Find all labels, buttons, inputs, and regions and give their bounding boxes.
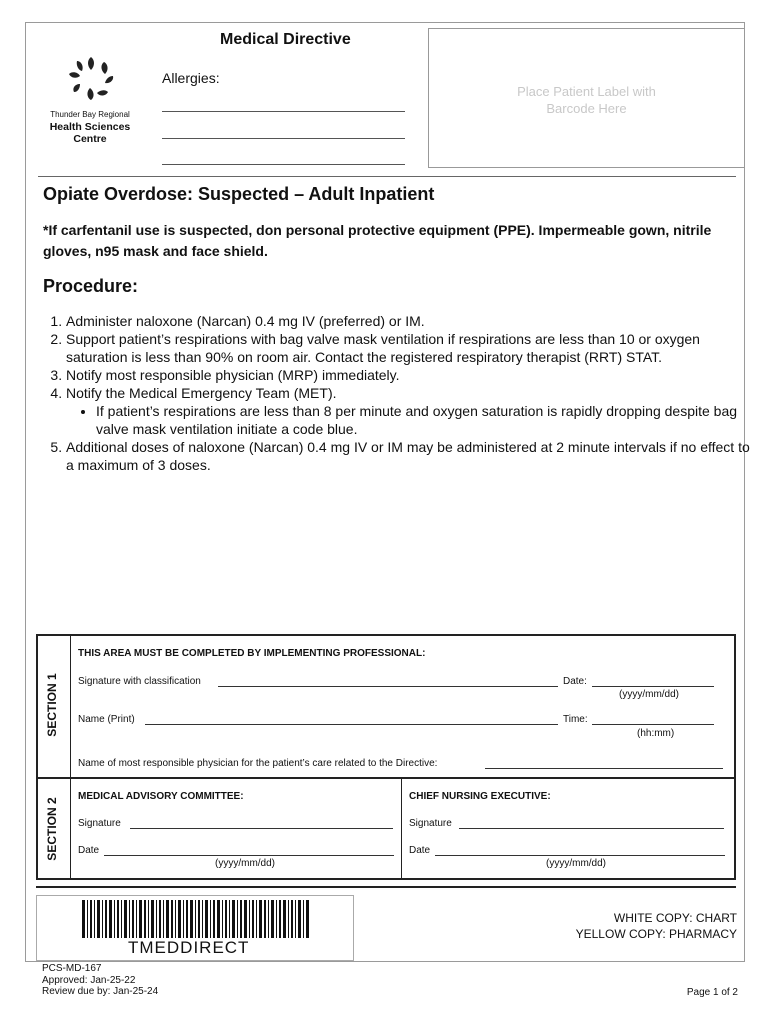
date-field[interactable] [592, 677, 714, 687]
section2-column-divider [401, 777, 402, 880]
cne-signature-field[interactable] [459, 819, 724, 829]
approved-date: Approved: Jan-25-22 [42, 975, 136, 986]
cne-heading: CHIEF NURSING EXECUTIVE: [409, 791, 551, 802]
org-name [40, 109, 140, 145]
patient-label-placeholder-2: Barcode Here [546, 101, 627, 116]
barcode-icon [82, 900, 312, 938]
section-divider [36, 777, 736, 779]
org-name-line3: Centre [73, 133, 107, 145]
completion-sections [36, 634, 736, 880]
white-copy-note: WHITE COPY: CHART [613, 911, 737, 925]
mac-heading: MEDICAL ADVISORY COMMITTEE: [78, 791, 244, 802]
time-field[interactable] [592, 715, 714, 725]
mac-signature-label: Signature [78, 818, 121, 829]
yellow-copy-note: YELLOW COPY: PHARMACY [575, 927, 737, 941]
name-print-field[interactable] [145, 715, 558, 725]
org-name-line1: Thunder Bay Regional [50, 110, 130, 119]
document-heading: Opiate Overdose: Suspected – Adult Inpatient [43, 184, 435, 204]
signature-classification-label: Signature with classification [78, 676, 201, 687]
patient-label-area [428, 28, 745, 168]
footer-divider [36, 886, 736, 888]
list-item: 2. Support patient’s respirations with bag valve mask ventilation if respirations are less than 10 or oxygen saturation is less than 90% on room air. Contact the registered respiratory therapist (RRT) STAT. [66, 330, 756, 366]
date-label: Date: [563, 676, 587, 687]
list-item: 3. Notify most responsible physician (MRP) immediately. [66, 366, 756, 384]
cne-signature-label: Signature [409, 818, 452, 829]
date-format-hint: (yyyy/mm/dd) [619, 689, 679, 700]
allergies-line-3[interactable] [162, 164, 405, 165]
cne-date-field[interactable] [435, 846, 725, 856]
barcode-text: TMEDDIRECT [128, 938, 250, 957]
allergies-line-1[interactable] [162, 111, 405, 112]
section1-label: SECTION 1 [45, 673, 59, 737]
list-item: 5. Additional doses of naloxone (Narcan) 0.4 mg IV or IM may be administered at 2 minute intervals if no effect to a maximum of 3 doses. [66, 438, 756, 474]
patient-label-placeholder-1: Place Patient Label with [517, 84, 656, 99]
ppe-warning: *If carfentanil use is suspected, don personal protective equipment (PPE). Impermeable gown, nitrile gloves, n95 mask and face shield. [43, 222, 712, 259]
form-title: Medical Directive [220, 31, 351, 48]
list-item: 1. Administer naloxone (Narcan) 0.4 mg IV (preferred) or IM. [66, 312, 756, 330]
procedure-steps [43, 312, 756, 474]
mac-date-field[interactable] [104, 846, 394, 856]
cne-date-label: Date [409, 845, 431, 856]
step-4-text: Notify the Medical Emergency Team (MET). [66, 385, 337, 401]
list-item [66, 384, 756, 438]
time-format-hint: (hh:mm) [637, 728, 675, 739]
org-name-line2: Health Sciences [49, 121, 131, 133]
section-label-divider [70, 634, 71, 880]
mrp-label: Name of most responsible physician for the patient’s care related to the Directive: [78, 758, 438, 769]
header-divider [38, 176, 736, 177]
step-4-bullet: • If patient’s respirations are less than 8 per minute and oxygen saturation is rapidly dropping despite bag valve mask ventilation initiate a code blue. [96, 402, 756, 438]
name-print-label: Name (Print) [78, 714, 135, 725]
mrp-field[interactable] [485, 759, 723, 769]
form-code: PCS-MD-167 [42, 963, 102, 974]
review-due-date: Review due by: Jan-25-24 [42, 986, 159, 997]
section1-heading: THIS AREA MUST BE COMPLETED BY IMPLEMENTING PROFESSIONAL: [78, 648, 426, 659]
section2-label: SECTION 2 [45, 797, 59, 861]
mac-signature-field[interactable] [130, 819, 393, 829]
allergies-line-2[interactable] [162, 138, 405, 139]
org-logo-icon [64, 54, 118, 104]
page-number: Page 1 of 2 [686, 987, 738, 998]
time-label: Time: [563, 714, 588, 725]
allergies-label: Allergies: [162, 70, 220, 86]
cne-date-format: (yyyy/mm/dd) [546, 858, 606, 869]
mac-date-format: (yyyy/mm/dd) [215, 858, 275, 869]
mac-date-label: Date [78, 845, 100, 856]
procedure-heading: Procedure: [43, 276, 139, 296]
signature-classification-field[interactable] [218, 677, 558, 687]
